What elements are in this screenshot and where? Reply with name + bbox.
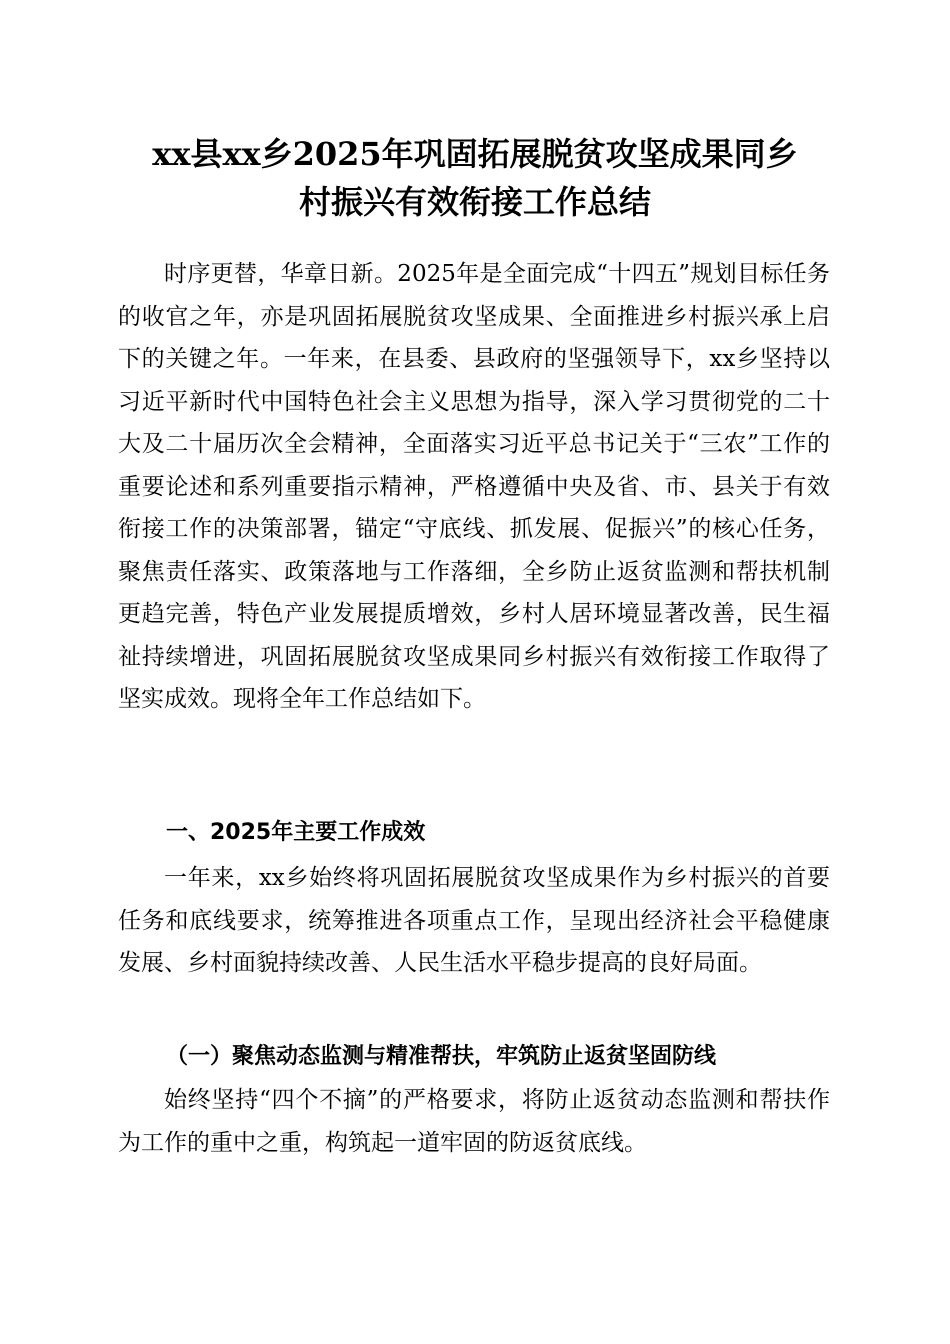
title-line-1: xx县xx乡2025年巩固拓展脱贫攻坚成果同乡 bbox=[152, 135, 798, 173]
document-title bbox=[110, 130, 840, 226]
subsection-heading-1: （一）聚焦动态监测与精准帮扶，牢筑防止返贫坚固防线 bbox=[166, 1043, 717, 1069]
subsection-1-paragraph: 始终坚持“四个不摘”的严格要求，将防止返贫动态监测和帮扶作为工作的重中之重，构筑起一道牢固的防返贫底线。 bbox=[118, 1087, 830, 1156]
section-heading-1: 一、2025年主要工作成效 bbox=[166, 820, 426, 845]
intro-paragraph: 时序更替，华章日新。2025年是全面完成“十四五”规划目标任务的收官之年，亦是巩固拓展脱贫攻坚成果、全面推进乡村振兴承上启下的关键之年。一年来，在县委、县政府的坚强领导下，xx乡坚持以习近平新时代中国特色社会主义思想为指导，深入学习贯彻党的二十大及二十届历次全会精神，全面落实习近平总书记关于“三农”工作的重要论述和系列重要指示精神，严格遵循中央及省、市、县关于有效衔接工作的决策部署，锚定“守底线、抓发展、促振兴”的核心任务，聚焦责任落实、政策落地与工作落细，全乡防止返贫监测和帮扶机制更趋完善，特色产业发展提质增效，乡村人居环境显著改善，民生福祉持续增进，巩固拓展脱贫攻坚成果同乡村振兴有效衔接工作取得了坚实成效。现将全年工作总结如下。 bbox=[118, 261, 830, 712]
section-1-paragraph: 一年来，xx乡始终将巩固拓展脱贫攻坚成果作为乡村振兴的首要任务和底线要求，统筹推进各项重点工作，呈现出经济社会平稳健康发展、乡村面貌持续改善、人民生活水平稳步提高的良好局面。 bbox=[118, 865, 830, 976]
title-line-2: 村振兴有效衔接工作总结 bbox=[298, 183, 651, 221]
